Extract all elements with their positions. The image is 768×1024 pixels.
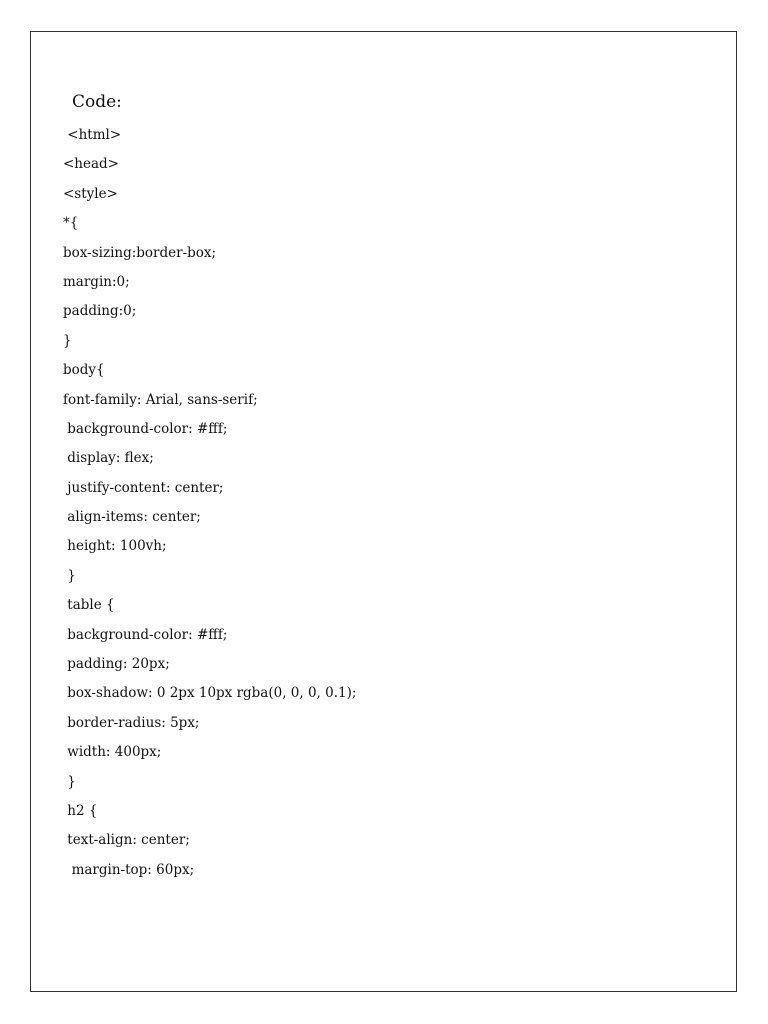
code-line: font-family: Arial, sans-serif; <box>63 391 258 408</box>
code-line: border-radius: 5px; <box>63 714 200 731</box>
code-line: body{ <box>63 362 105 379</box>
code-line: box-shadow: 0 2px 10px rgba(0, 0, 0, 0.1); <box>63 685 357 702</box>
code-listing <box>63 121 356 885</box>
code-line: h2 { <box>63 802 98 819</box>
code-line: <head> <box>63 156 119 173</box>
code-line: table { <box>63 597 115 614</box>
code-heading: Code: <box>72 92 122 112</box>
code-line: background-color: #fff; <box>63 420 228 437</box>
code-line: width: 400px; <box>63 744 162 761</box>
code-line: } <box>63 332 72 349</box>
code-line: } <box>63 567 76 584</box>
code-line: margin:0; <box>63 273 130 290</box>
code-line: padding:0; <box>63 303 137 320</box>
code-line: <html> <box>63 127 122 143</box>
code-line: display: flex; <box>63 450 154 467</box>
code-line: text-align: center; <box>63 832 190 849</box>
code-line: padding: 20px; <box>63 656 170 673</box>
code-line: background-color: #fff; <box>63 626 228 643</box>
code-line: align-items: center; <box>63 509 201 526</box>
code-line: *{ <box>63 215 79 232</box>
code-line: height: 100vh; <box>63 538 167 555</box>
code-line: } <box>63 773 76 790</box>
code-line: <style> <box>63 185 118 202</box>
code-line: margin-top: 60px; <box>63 861 195 878</box>
code-line: box-sizing:border-box; <box>63 244 217 261</box>
code-line: justify-content: center; <box>63 479 224 496</box>
